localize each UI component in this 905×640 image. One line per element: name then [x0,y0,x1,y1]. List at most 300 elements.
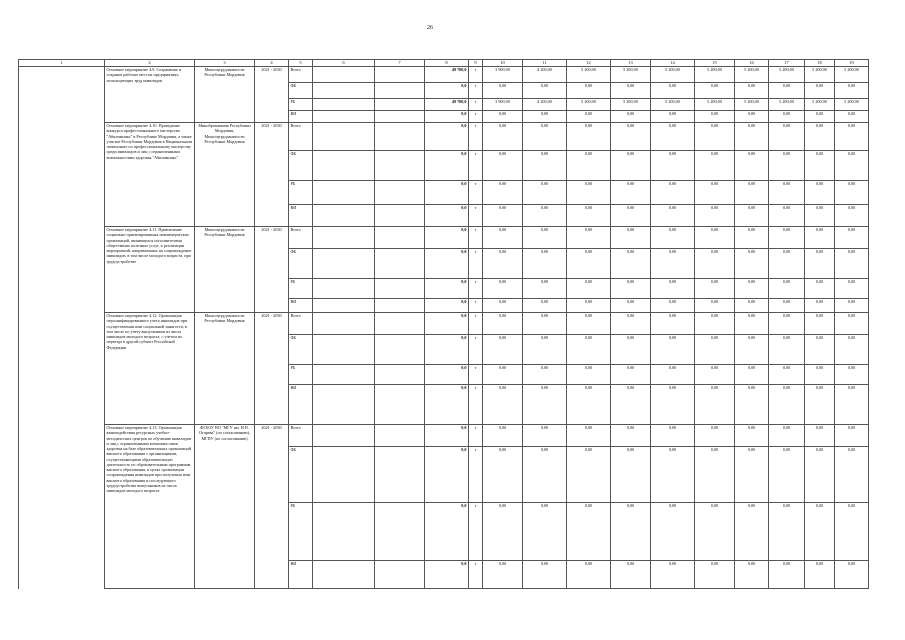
column-number: 11 [523,60,567,67]
column-number: 17 [769,60,805,67]
total-value: 0,0 [425,561,469,589]
year-value: 0,00 [611,111,651,123]
year-value: 0,00 [523,385,567,425]
year-value: 0,00 [523,313,567,335]
year-value: 0,00 [611,151,651,181]
funding-source: ВИ [289,385,313,425]
year-value: 0,00 [835,279,869,299]
empty-cell [313,299,375,313]
unit-mark: т [469,425,483,447]
empty-cell [375,503,425,561]
year-value: 0,00 [651,313,695,335]
year-value: 5 200,00 [735,99,769,111]
year-value: 0,00 [805,365,835,385]
year-value: 0,00 [567,111,611,123]
year-value: 0,00 [695,425,735,447]
year-value: 0,00 [611,123,651,151]
year-value: 0,00 [523,205,567,227]
year-value: 5 200,00 [611,99,651,111]
year-value: 0,00 [835,561,869,589]
year-value: 3 900,00 [483,67,523,83]
column-number: 7 [375,60,425,67]
column-number-row [19,60,869,67]
year-value: 0,00 [769,181,805,205]
year-value: 5 200,00 [835,67,869,83]
year-value: 0,00 [567,151,611,181]
funding-source: Всего [289,67,313,83]
empty-cell [313,447,375,503]
executor: Минобразования Республики Мордовия, Минсоцтрудзанятости Республики Мордовия [195,123,255,227]
unit-mark: т [469,205,483,227]
year-value: 3 900,00 [483,99,523,111]
total-value: 0,0 [425,385,469,425]
unit-mark: т [469,99,483,111]
total-value: 49 700,0 [425,67,469,83]
year-value: 0,00 [567,83,611,99]
period: 2021 - 2030 [255,67,289,123]
empty-cell [375,425,425,447]
year-value: 0,00 [483,503,523,561]
year-value: 0,00 [611,249,651,279]
executor: Минсоцтрудзанятости Республики Мордовия [195,67,255,123]
year-value: 0,00 [567,365,611,385]
unit-mark: т [469,365,483,385]
year-value: 0,00 [735,83,769,99]
year-value: 0,00 [611,385,651,425]
funding-source: ВИ [289,205,313,227]
year-value: 0,00 [695,123,735,151]
year-value: 0,00 [523,123,567,151]
year-value: 0,00 [523,249,567,279]
total-value: 0,0 [425,249,469,279]
total-value: 0,0 [425,299,469,313]
year-value: 0,00 [695,279,735,299]
year-value: 0,00 [735,123,769,151]
year-value: 0,00 [835,335,869,365]
year-value: 0,00 [835,425,869,447]
year-value: 0,00 [695,561,735,589]
year-value: 0,00 [483,313,523,335]
year-value: 0,00 [483,335,523,365]
executor: Минсоцтрудзанятости Республики Мордовия [195,313,255,425]
unit-mark: т [469,335,483,365]
year-value: 5 200,00 [695,99,735,111]
year-value: 0,00 [483,83,523,99]
year-value: 0,00 [835,111,869,123]
funding-source: ФБ [289,335,313,365]
year-value: 0,00 [735,425,769,447]
budget-table [18,59,869,589]
year-value: 4 200,00 [523,99,567,111]
year-value: 0,00 [805,503,835,561]
total-value: 0,0 [425,365,469,385]
unit-mark: т [469,151,483,181]
total-value: 0,0 [425,227,469,249]
year-value: 0,00 [567,335,611,365]
year-value: 0,00 [695,503,735,561]
page-number: 26 [427,25,433,31]
blank-cell [19,425,105,589]
year-value: 0,00 [805,205,835,227]
funding-source: Всего [289,425,313,447]
year-value: 0,00 [567,181,611,205]
empty-cell [375,335,425,365]
year-value: 0,00 [735,365,769,385]
year-value: 5 200,00 [651,67,695,83]
year-value: 0,00 [735,447,769,503]
year-value: 5 200,00 [805,99,835,111]
column-number: 12 [567,60,611,67]
event-name: Основное мероприятие 4.13. Организация взаимодействия ресурсных учебно-методических центров по обучению инвалидов и лиц с ограниченными возможностями здоровья на базе образовательных организаций высшего образования с организациями, осуществляющими образовательную деятельность по образовательным программам высшего образования, в целях организации сопровождения инвалидов при получении ими высшего образования и последующего трудоустройства выпускников из числа инвалидов молодого возраста [105,425,195,589]
year-value: 0,00 [735,279,769,299]
total-value: 0,0 [425,425,469,447]
executor: Минсоцтрудзанятости Республики Мордовия [195,227,255,313]
year-value: 0,00 [769,249,805,279]
empty-cell [375,313,425,335]
year-value: 0,00 [695,313,735,335]
unit-mark: т [469,67,483,83]
period: 2021 - 2030 [255,227,289,313]
empty-cell [313,385,375,425]
empty-cell [313,365,375,385]
total-value: 0,0 [425,83,469,99]
year-value: 0,00 [769,365,805,385]
year-value: 0,00 [695,365,735,385]
total-value: 0,0 [425,151,469,181]
column-number: 10 [483,60,523,67]
year-value: 0,00 [611,447,651,503]
year-value: 0,00 [835,385,869,425]
year-value: 0,00 [483,227,523,249]
unit-mark: т [469,503,483,561]
year-value: 0,00 [523,335,567,365]
empty-cell [313,99,375,111]
year-value: 0,00 [651,151,695,181]
year-value: 0,00 [567,447,611,503]
total-value: 0,0 [425,313,469,335]
funding-source: ВИ [289,561,313,589]
total-value: 0,0 [425,447,469,503]
year-value: 0,00 [567,313,611,335]
table-row [19,123,869,151]
column-number: 13 [611,60,651,67]
year-value: 0,00 [567,205,611,227]
year-value: 0,00 [611,83,651,99]
year-value: 5 200,00 [769,99,805,111]
year-value: 0,00 [611,279,651,299]
year-value: 0,00 [769,227,805,249]
year-value: 0,00 [805,299,835,313]
year-value: 0,00 [567,425,611,447]
year-value: 0,00 [735,181,769,205]
year-value: 0,00 [523,83,567,99]
year-value: 0,00 [651,503,695,561]
period: 2021 - 2030 [255,425,289,589]
executor: ФГБОУ ВО "МГУ им. Н.П. Огарева" (по согласованию), МГПУ (по согласованию) [195,425,255,589]
unit-mark: т [469,249,483,279]
unit-mark: т [469,227,483,249]
funding-source: Всего [289,227,313,249]
empty-cell [313,205,375,227]
year-value: 4 200,00 [523,67,567,83]
year-value: 0,00 [835,83,869,99]
year-value: 0,00 [835,181,869,205]
empty-cell [375,67,425,83]
year-value: 0,00 [523,365,567,385]
year-value: 0,00 [523,181,567,205]
year-value: 0,00 [769,151,805,181]
year-value: 0,00 [805,335,835,365]
year-value: 0,00 [567,227,611,249]
empty-cell [375,181,425,205]
year-value: 0,00 [523,279,567,299]
empty-cell [375,99,425,111]
year-value: 0,00 [483,111,523,123]
total-value: 0,0 [425,111,469,123]
year-value: 0,00 [769,385,805,425]
year-value: 0,00 [651,227,695,249]
year-value: 5 200,00 [567,67,611,83]
empty-cell [313,111,375,123]
year-value: 0,00 [835,205,869,227]
year-value: 0,00 [651,561,695,589]
year-value: 5 200,00 [611,67,651,83]
year-value: 0,00 [483,299,523,313]
empty-cell [313,503,375,561]
empty-cell [375,151,425,181]
year-value: 0,00 [695,299,735,313]
unit-mark: т [469,299,483,313]
year-value: 0,00 [523,503,567,561]
year-value: 5 200,00 [835,99,869,111]
year-value: 0,00 [805,151,835,181]
empty-cell [375,227,425,249]
column-number: 5 [289,60,313,67]
column-number: 14 [651,60,695,67]
funding-source: ВИ [289,111,313,123]
total-value: 0,0 [425,205,469,227]
year-value: 0,00 [695,111,735,123]
column-number: 15 [695,60,735,67]
year-value: 0,00 [651,83,695,99]
year-value: 0,00 [735,561,769,589]
year-value: 0,00 [769,503,805,561]
total-value: 49 700,0 [425,99,469,111]
year-value: 0,00 [651,335,695,365]
year-value: 0,00 [523,425,567,447]
unit-mark: т [469,385,483,425]
unit-mark: т [469,447,483,503]
year-value: 0,00 [835,249,869,279]
year-value: 0,00 [523,111,567,123]
year-value: 0,00 [567,249,611,279]
year-value: 0,00 [483,425,523,447]
funding-source: ФБ [289,447,313,503]
unit-mark: т [469,181,483,205]
year-value: 0,00 [805,425,835,447]
unit-mark: т [469,111,483,123]
funding-source: ФБ [289,151,313,181]
year-value: 0,00 [567,561,611,589]
year-value: 0,00 [769,83,805,99]
year-value: 0,00 [523,151,567,181]
year-value: 0,00 [769,123,805,151]
year-value: 0,00 [483,365,523,385]
year-value: 0,00 [805,83,835,99]
year-value: 0,00 [735,385,769,425]
year-value: 0,00 [835,299,869,313]
year-value: 0,00 [805,181,835,205]
year-value: 0,00 [805,385,835,425]
year-value: 0,00 [735,249,769,279]
event-name: Основное мероприятие 4.9. Сохранение и создание рабочих мест на предприятиях, использующих труд инвалидов [105,67,195,123]
year-value: 0,00 [769,425,805,447]
year-value: 0,00 [735,299,769,313]
year-value: 0,00 [651,425,695,447]
year-value: 0,00 [523,561,567,589]
column-number: 16 [735,60,769,67]
year-value: 0,00 [651,365,695,385]
unit-mark: т [469,123,483,151]
funding-source: РБ [289,365,313,385]
period: 2021 - 2030 [255,123,289,227]
year-value: 0,00 [735,151,769,181]
year-value: 0,00 [695,151,735,181]
year-value: 0,00 [835,503,869,561]
unit-mark: т [469,83,483,99]
year-value: 0,00 [769,299,805,313]
year-value: 0,00 [805,227,835,249]
year-value: 0,00 [805,561,835,589]
empty-cell [375,83,425,99]
year-value: 0,00 [567,123,611,151]
empty-cell [375,447,425,503]
column-number: 6 [313,60,375,67]
year-value: 0,00 [695,205,735,227]
year-value: 0,00 [651,111,695,123]
year-value: 0,00 [567,299,611,313]
event-name: Основное мероприятие 4.11. Привлечение социально-ориентированных некоммерческих организаций, являющихся исполнителями общественно полезных услуг, к реализации мероприятий, направленных на сопровождение инвалидов, в том числе молодого возраста, при трудоустройстве [105,227,195,313]
year-value: 5 200,00 [805,67,835,83]
funding-source: ВИ [289,299,313,313]
column-number: 2 [105,60,195,67]
year-value: 0,00 [483,151,523,181]
year-value: 5 200,00 [651,99,695,111]
empty-cell [313,561,375,589]
year-value: 0,00 [735,111,769,123]
year-value: 0,00 [567,279,611,299]
year-value: 0,00 [651,447,695,503]
year-value: 0,00 [805,111,835,123]
year-value: 0,00 [611,299,651,313]
column-number: 3 [195,60,255,67]
column-number: 4 [255,60,289,67]
total-value: 0,0 [425,335,469,365]
year-value: 0,00 [651,249,695,279]
funding-source: РБ [289,279,313,299]
year-value: 0,00 [695,83,735,99]
empty-cell [313,313,375,335]
year-value: 0,00 [805,279,835,299]
year-value: 0,00 [611,561,651,589]
year-value: 0,00 [735,335,769,365]
empty-cell [313,151,375,181]
empty-cell [313,249,375,279]
year-value: 0,00 [695,181,735,205]
year-value: 0,00 [651,299,695,313]
year-value: 0,00 [769,335,805,365]
column-number: 9 [469,60,483,67]
empty-cell [313,227,375,249]
year-value: 0,00 [769,279,805,299]
empty-cell [313,279,375,299]
year-value: 5 200,00 [735,67,769,83]
total-value: 0,0 [425,181,469,205]
year-value: 0,00 [523,227,567,249]
year-value: 0,00 [611,365,651,385]
year-value: 0,00 [611,181,651,205]
year-value: 0,00 [651,385,695,425]
column-number: 8 [425,60,469,67]
empty-cell [313,67,375,83]
table-row [19,67,869,83]
year-value: 0,00 [769,561,805,589]
year-value: 0,00 [611,313,651,335]
empty-cell [375,123,425,151]
year-value: 0,00 [483,249,523,279]
year-value: 0,00 [483,181,523,205]
year-value: 5 200,00 [567,99,611,111]
year-value: 0,00 [835,447,869,503]
year-value: 0,00 [611,335,651,365]
year-value: 0,00 [611,425,651,447]
year-value: 0,00 [483,205,523,227]
event-name: Основное мероприятие 4.10. Проведение конкурса профессионального мастерства "Абилимпикс" в Республике Мордовия, а также участие Республики Мордовия в Национальном чемпионате по профессиональному мастерству среди инвалидов и лиц с ограниченными возможностями здоровья "Абилимпикс" [105,123,195,227]
empty-cell [375,249,425,279]
year-value: 0,00 [483,447,523,503]
year-value: 0,00 [651,279,695,299]
event-name: Основное мероприятие 4.12. Организация персонифицированного учета инвалидов при осуществлении ими социальной занятости, в том числе по учету выпускников из числа инвалидов молодого возраста, с учетом их переезда в другой субъект Российской Федерации [105,313,195,425]
empty-cell [313,425,375,447]
year-value: 0,00 [483,385,523,425]
year-value: 0,00 [835,151,869,181]
empty-cell [313,83,375,99]
funding-source: РБ [289,99,313,111]
year-value: 0,00 [769,205,805,227]
blank-cell [19,227,105,313]
empty-cell [313,335,375,365]
year-value: 0,00 [735,227,769,249]
year-value: 0,00 [695,385,735,425]
year-value: 0,00 [695,227,735,249]
year-value: 0,00 [805,249,835,279]
period: 2021 - 2030 [255,313,289,425]
funding-source: ФБ [289,249,313,279]
total-value: 0,0 [425,123,469,151]
year-value: 5 200,00 [769,67,805,83]
blank-cell [19,67,105,123]
unit-mark: т [469,279,483,299]
column-number: 19 [835,60,869,67]
year-value: 0,00 [483,123,523,151]
blank-cell [19,313,105,425]
table-row [19,425,869,447]
unit-mark: т [469,313,483,335]
year-value: 0,00 [611,205,651,227]
year-value: 0,00 [735,205,769,227]
funding-source: Всего [289,313,313,335]
empty-cell [313,181,375,205]
